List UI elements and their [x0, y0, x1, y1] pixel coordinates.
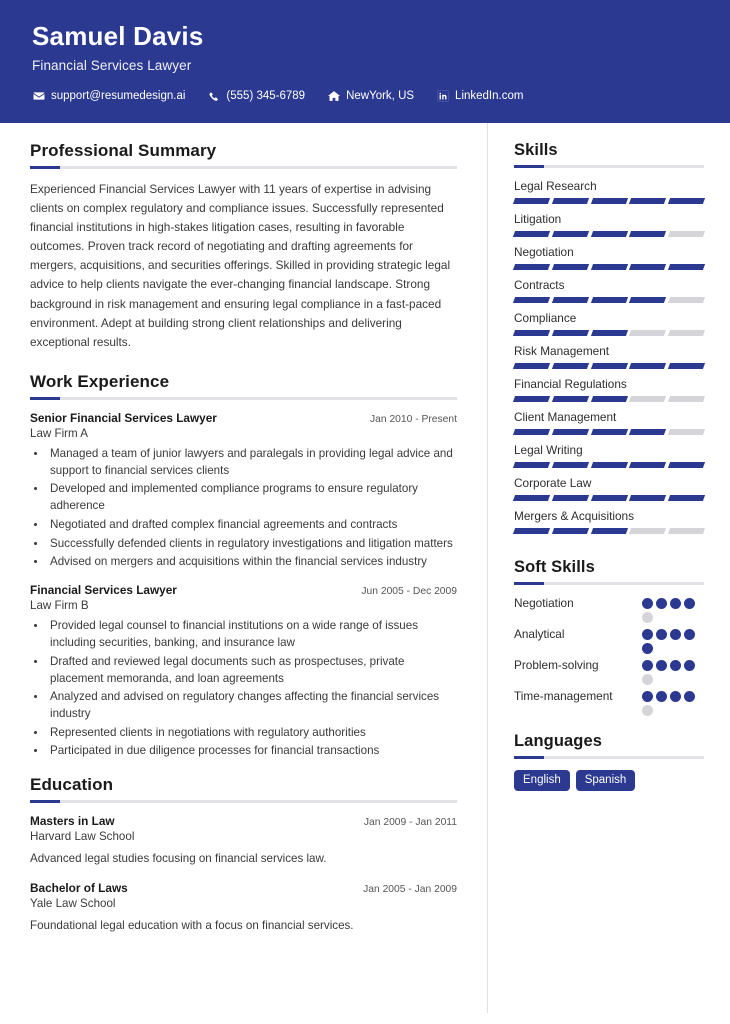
bullet-item: • Negotiated and drafted complex financial agreements and contracts — [47, 516, 457, 533]
section-heading: Work Experience — [30, 371, 170, 391]
skill-segment — [552, 495, 589, 501]
skill-segment — [668, 198, 705, 204]
soft-skill-dot — [642, 598, 653, 609]
skill-segment — [552, 462, 589, 468]
entry-role: Senior Financial Services Lawyer — [30, 410, 217, 425]
skill-level-bar — [514, 429, 704, 435]
section-languages — [514, 732, 704, 791]
skill-label: Negotiation — [514, 244, 574, 259]
entry-header — [30, 583, 457, 597]
skill-segment — [552, 231, 589, 237]
skills-list — [514, 179, 704, 542]
section-professional-summary — [30, 141, 457, 352]
job-title: Financial Services Lawyer — [32, 57, 192, 73]
skill-segment — [513, 264, 550, 270]
language-tag[interactable]: English — [514, 770, 570, 791]
language-tag[interactable]: Spanish — [576, 770, 636, 791]
skill-row — [514, 212, 704, 245]
resume-header — [0, 0, 730, 123]
skill-segment — [552, 429, 589, 435]
skill-segment — [552, 363, 589, 369]
contact-item[interactable] — [32, 90, 185, 103]
section-heading: Skills — [514, 140, 558, 159]
soft-skill-dots — [642, 627, 704, 654]
skill-segment — [591, 528, 628, 534]
skill-row — [514, 245, 704, 278]
skill-level-bar — [514, 231, 704, 237]
bullet-item: • Managed a team of junior lawyers and paralegals in providing legal advice and support to financial services clients — [47, 445, 457, 479]
entry-header — [30, 881, 457, 895]
skill-segment — [513, 495, 550, 501]
skill-level-bar — [514, 330, 704, 336]
entry-date: Jan 2009 - Jan 2011 — [363, 817, 457, 829]
soft-skill-dot — [684, 598, 695, 609]
skill-segment — [591, 429, 628, 435]
skill-segment — [513, 198, 550, 204]
soft-skill-row — [514, 627, 704, 654]
contact-label: support@resumedesign.ai — [51, 90, 186, 103]
soft-skill-label: Analytical — [514, 626, 565, 641]
skill-segment — [591, 198, 628, 204]
skill-label: Financial Regulations — [514, 376, 627, 391]
entry-date: Jun 2005 - Dec 2009 — [361, 586, 457, 598]
skill-level-bar — [514, 396, 704, 402]
skill-segment — [513, 528, 550, 534]
skill-segment — [552, 330, 589, 336]
skill-segment — [513, 429, 550, 435]
section-rule — [514, 582, 704, 585]
bullet-item: • Advised on mergers and acquisitions within the financial services industry — [47, 553, 457, 570]
soft-skill-label: Negotiation — [514, 595, 574, 610]
contact-item[interactable] — [207, 90, 305, 103]
soft-skill-dot — [670, 691, 681, 702]
skill-segment — [629, 330, 666, 336]
skill-row — [514, 344, 704, 377]
entry-description: Foundational legal education with a focus on financial services. — [30, 918, 354, 932]
skill-segment — [668, 297, 705, 303]
section-soft-skills — [514, 558, 704, 716]
skill-level-bar — [514, 495, 704, 501]
skill-segment — [668, 528, 705, 534]
skill-segment — [668, 363, 705, 369]
sidebar-column — [488, 123, 730, 1013]
skill-segment — [668, 330, 705, 336]
skill-segment — [629, 198, 666, 204]
soft-skill-label: Problem-solving — [514, 657, 599, 672]
contact-label: NewYork, US — [346, 90, 415, 103]
skill-segment — [513, 462, 550, 468]
entry-description: Advanced legal studies focusing on financial services law. — [30, 852, 327, 866]
soft-skill-dot — [642, 629, 653, 640]
experience-list — [30, 411, 457, 759]
skill-segment — [629, 528, 666, 534]
entry-organization: Law Firm B — [30, 599, 89, 613]
bullet-item: • Provided legal counsel to financial institutions on a wide range of issues including securities, banking, and insurance law — [47, 617, 457, 651]
summary-text: Experienced Financial Services Lawyer with 11 years of expertise in advising clients on complex regulatory and compliance issues. Successfully represented financial institutions in high-stakes litigation cases, resulting in favorable outcomes. Proven track record of negotiating and drafting agreements for mergers, acquisitions, and securities offerings. Skilled in providing strategic legal advice to help clients navigate the ever-changing financial landscape. Strong background in risk management and ensuring legal compliance in a fast-paced environment. Adept at building strong client relationships and delivering exceptional results. — [30, 181, 451, 349]
skill-label: Litigation — [514, 211, 562, 226]
education-entry — [30, 881, 457, 934]
entry-role: Financial Services Lawyer — [30, 583, 177, 598]
skill-level-bar — [514, 198, 704, 204]
entry-bullet-list — [30, 617, 457, 759]
skill-segment — [668, 429, 705, 435]
entry-bullet-list — [30, 445, 457, 570]
soft-skill-row — [514, 689, 704, 716]
skill-segment — [591, 495, 628, 501]
bullet-item: • Successfully defended clients in regulatory investigations and litigation matters — [47, 535, 457, 552]
skill-segment — [591, 396, 628, 402]
skill-segment — [668, 462, 705, 468]
entry-role: Bachelor of Laws — [30, 880, 128, 895]
soft-skill-dot — [642, 643, 653, 654]
section-heading: Soft Skills — [514, 557, 595, 576]
contact-item[interactable] — [327, 90, 414, 103]
soft-skill-dot — [656, 691, 667, 702]
skill-row — [514, 278, 704, 311]
soft-skill-dot — [642, 612, 653, 623]
skill-segment — [629, 462, 666, 468]
section-heading: Languages — [514, 731, 603, 750]
skill-level-bar — [514, 528, 704, 534]
entry-date: Jan 2010 - Present — [369, 413, 457, 425]
skill-label: Corporate Law — [514, 475, 592, 490]
skill-row — [514, 410, 704, 443]
contact-label: LinkedIn.com — [455, 90, 524, 103]
soft-skill-dot — [642, 660, 653, 671]
entry-role: Masters in Law — [30, 814, 115, 829]
skill-label: Contracts — [514, 277, 565, 292]
skill-segment — [629, 297, 666, 303]
section-skills — [514, 141, 704, 542]
skill-segment — [513, 396, 550, 402]
skill-segment — [629, 429, 666, 435]
bullet-item: • Drafted and reviewed legal documents such as prospectuses, private placement memoranda, and loan agreements — [47, 653, 457, 687]
skill-segment — [591, 363, 628, 369]
skill-segment — [552, 264, 589, 270]
skill-label: Legal Writing — [514, 442, 583, 457]
skill-segment — [591, 297, 628, 303]
skill-label: Risk Management — [514, 343, 610, 358]
skill-segment — [513, 231, 550, 237]
contact-item[interactable] — [436, 90, 523, 103]
education-entry — [30, 814, 457, 867]
skill-label: Legal Research — [514, 178, 597, 193]
entry-organization: Harvard Law School — [30, 830, 135, 844]
section-work-experience — [30, 372, 457, 759]
experience-entry — [30, 583, 457, 759]
contact-row — [32, 90, 698, 103]
skill-segment — [552, 396, 589, 402]
linkedin-icon — [436, 90, 449, 103]
skill-segment — [668, 396, 705, 402]
skill-segment — [591, 462, 628, 468]
education-list — [30, 814, 457, 934]
skill-segment — [629, 363, 666, 369]
bullet-item: • Developed and implemented compliance programs to ensure regulatory adherence — [47, 480, 457, 514]
skill-level-bar — [514, 363, 704, 369]
skill-row — [514, 311, 704, 344]
resume-body — [0, 123, 730, 1013]
skill-segment — [629, 396, 666, 402]
soft-skill-dot — [642, 674, 653, 685]
section-rule — [30, 800, 457, 803]
section-heading: Professional Summary — [30, 140, 217, 160]
soft-skill-dot — [642, 705, 653, 716]
entry-header — [30, 814, 457, 828]
skill-segment — [668, 231, 705, 237]
skill-level-bar — [514, 264, 704, 270]
skill-segment — [513, 330, 550, 336]
skill-segment — [629, 264, 666, 270]
soft-skill-dot — [684, 691, 695, 702]
soft-skill-dots — [642, 596, 704, 623]
soft-skill-row — [514, 596, 704, 623]
soft-skill-dots — [642, 658, 704, 685]
skill-row — [514, 377, 704, 410]
skill-segment — [513, 363, 550, 369]
skill-row — [514, 509, 704, 542]
skill-segment — [629, 231, 666, 237]
soft-skill-dot — [684, 629, 695, 640]
languages-list — [514, 770, 704, 791]
skill-label: Mergers & Acquisitions — [514, 508, 634, 523]
entry-date: Jan 2005 - Jan 2009 — [363, 883, 457, 895]
section-rule — [514, 756, 704, 759]
skill-segment — [668, 264, 705, 270]
page-title: Samuel Davis — [32, 21, 204, 51]
soft-skill-dot — [684, 660, 695, 671]
soft-skill-dot — [656, 598, 667, 609]
soft-skill-row — [514, 658, 704, 685]
skill-row — [514, 476, 704, 509]
main-column — [0, 123, 488, 1013]
contact-label: (555) 345-6789 — [226, 90, 306, 103]
skill-segment — [513, 297, 550, 303]
skill-segment — [552, 198, 589, 204]
section-education — [30, 775, 457, 934]
section-rule — [30, 397, 457, 400]
skill-row — [514, 443, 704, 476]
envelope-icon — [32, 90, 45, 103]
soft-skill-dot — [656, 629, 667, 640]
skill-level-bar — [514, 297, 704, 303]
skill-segment — [668, 495, 705, 501]
skill-segment — [591, 264, 628, 270]
soft-skill-dot — [642, 691, 653, 702]
soft-skill-dots — [642, 689, 704, 716]
section-rule — [514, 165, 704, 168]
entry-header — [30, 411, 457, 425]
skill-label: Compliance — [514, 310, 577, 325]
section-rule — [30, 166, 457, 169]
skill-level-bar — [514, 462, 704, 468]
experience-entry — [30, 411, 457, 570]
soft-skill-label: Time-management — [514, 688, 613, 703]
skill-segment — [591, 330, 628, 336]
soft-skill-dot — [670, 660, 681, 671]
soft-skill-dot — [670, 598, 681, 609]
bullet-item: • Analyzed and advised on regulatory changes affecting the financial services industry — [47, 688, 457, 722]
home-icon — [327, 90, 340, 103]
section-heading: Education — [30, 775, 114, 795]
skill-label: Client Management — [514, 409, 617, 424]
bullet-item: • Participated in due diligence processes for financial transactions — [47, 742, 457, 759]
entry-organization: Yale Law School — [30, 896, 116, 910]
soft-skill-dot — [670, 629, 681, 640]
soft-skill-dot — [656, 660, 667, 671]
skill-segment — [591, 231, 628, 237]
skill-row — [514, 179, 704, 212]
phone-icon — [207, 90, 220, 103]
skill-segment — [552, 297, 589, 303]
soft-skills-list — [514, 596, 704, 716]
entry-organization: Law Firm A — [30, 426, 88, 440]
skill-segment — [552, 528, 589, 534]
skill-segment — [629, 495, 666, 501]
bullet-item: • Represented clients in negotiations with regulatory authorities — [47, 724, 457, 741]
